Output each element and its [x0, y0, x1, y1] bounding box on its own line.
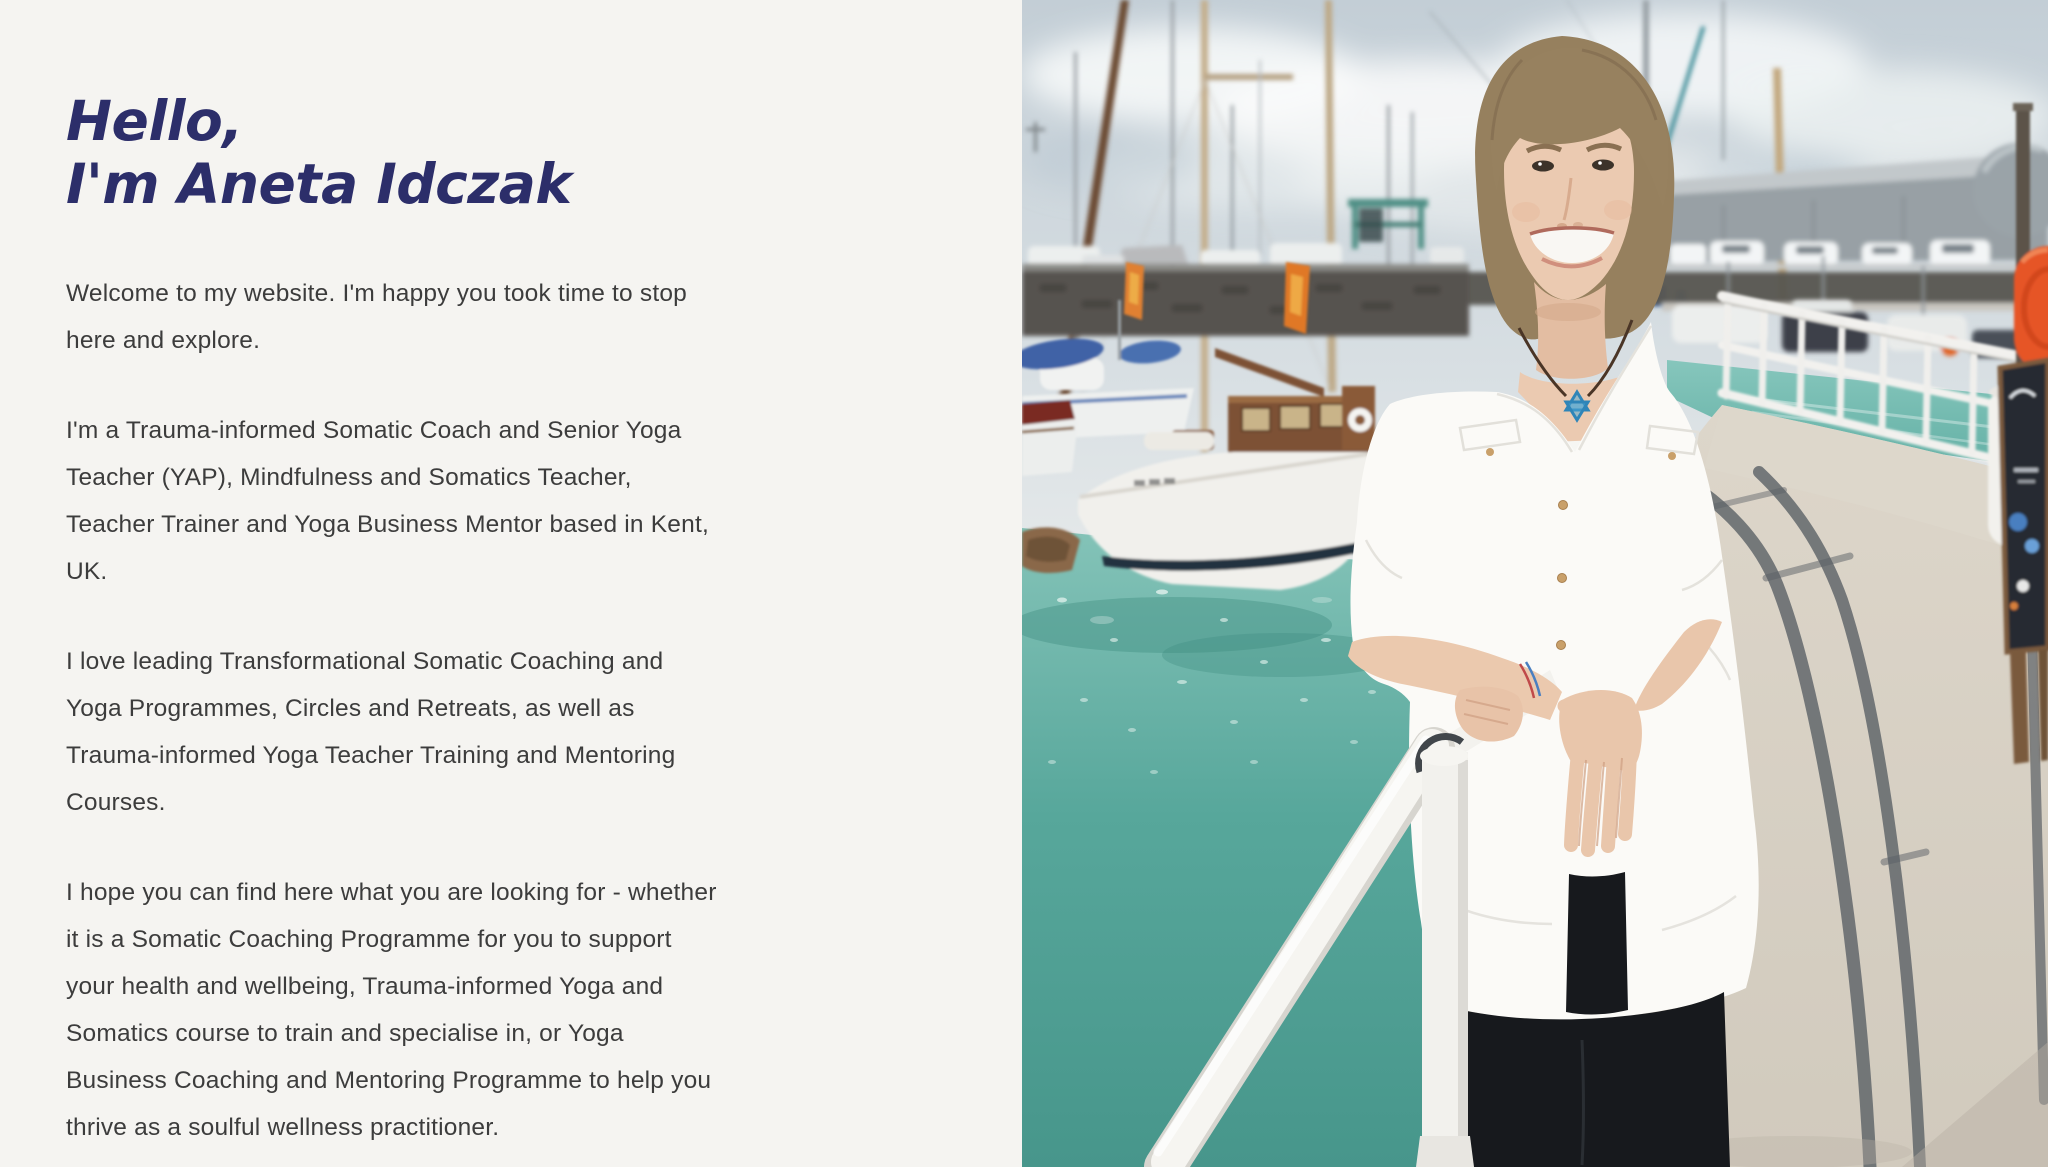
heading-line-2: I'm Aneta Idczak: [66, 152, 572, 216]
heading-line-1: Hello,: [66, 89, 243, 153]
intro-paragraph-2: I'm a Trauma-informed Somatic Coach and Senior Yoga Teacher (YAP), Mindfulness and Somatics Teacher, Teacher Trainer and Yoga Business Mentor based in Kent, UK.: [66, 417, 709, 585]
railing-post: [1416, 746, 1474, 1167]
parked-cars: [1670, 240, 1990, 266]
intro-paragraph-1: Welcome to my website. I'm happy you took time to stop here and explore.: [66, 280, 687, 354]
page-title: [66, 90, 962, 216]
intro-panel: [0, 0, 1022, 1167]
left-eye: [1532, 161, 1554, 172]
right-eye: [1592, 160, 1614, 171]
intro-paragraph-3: I love leading Transformational Somatic Coaching and Yoga Programmes, Circles and Retreats, as well as Trauma-informed Yoga Teacher Training and Mentoring Courses.: [66, 648, 676, 816]
photo-panel: [1022, 0, 2048, 1167]
red-canopy-boat: [1022, 400, 1078, 476]
quay-railing: [1650, 264, 2048, 269]
intro-paragraph-4: I hope you can find here what you are looking for - whether it is a Somatic Coaching Programme for you to support your health and wellbeing, Trauma-informed Yoga and Somatics course to train and specialise in, or Yoga Business Coaching and Mentoring Programme to help you thrive as a soulful wellness practitioner.: [66, 879, 717, 1141]
lifebuoy: [2014, 246, 2048, 372]
marina-portrait-photo: [1022, 0, 2048, 1167]
